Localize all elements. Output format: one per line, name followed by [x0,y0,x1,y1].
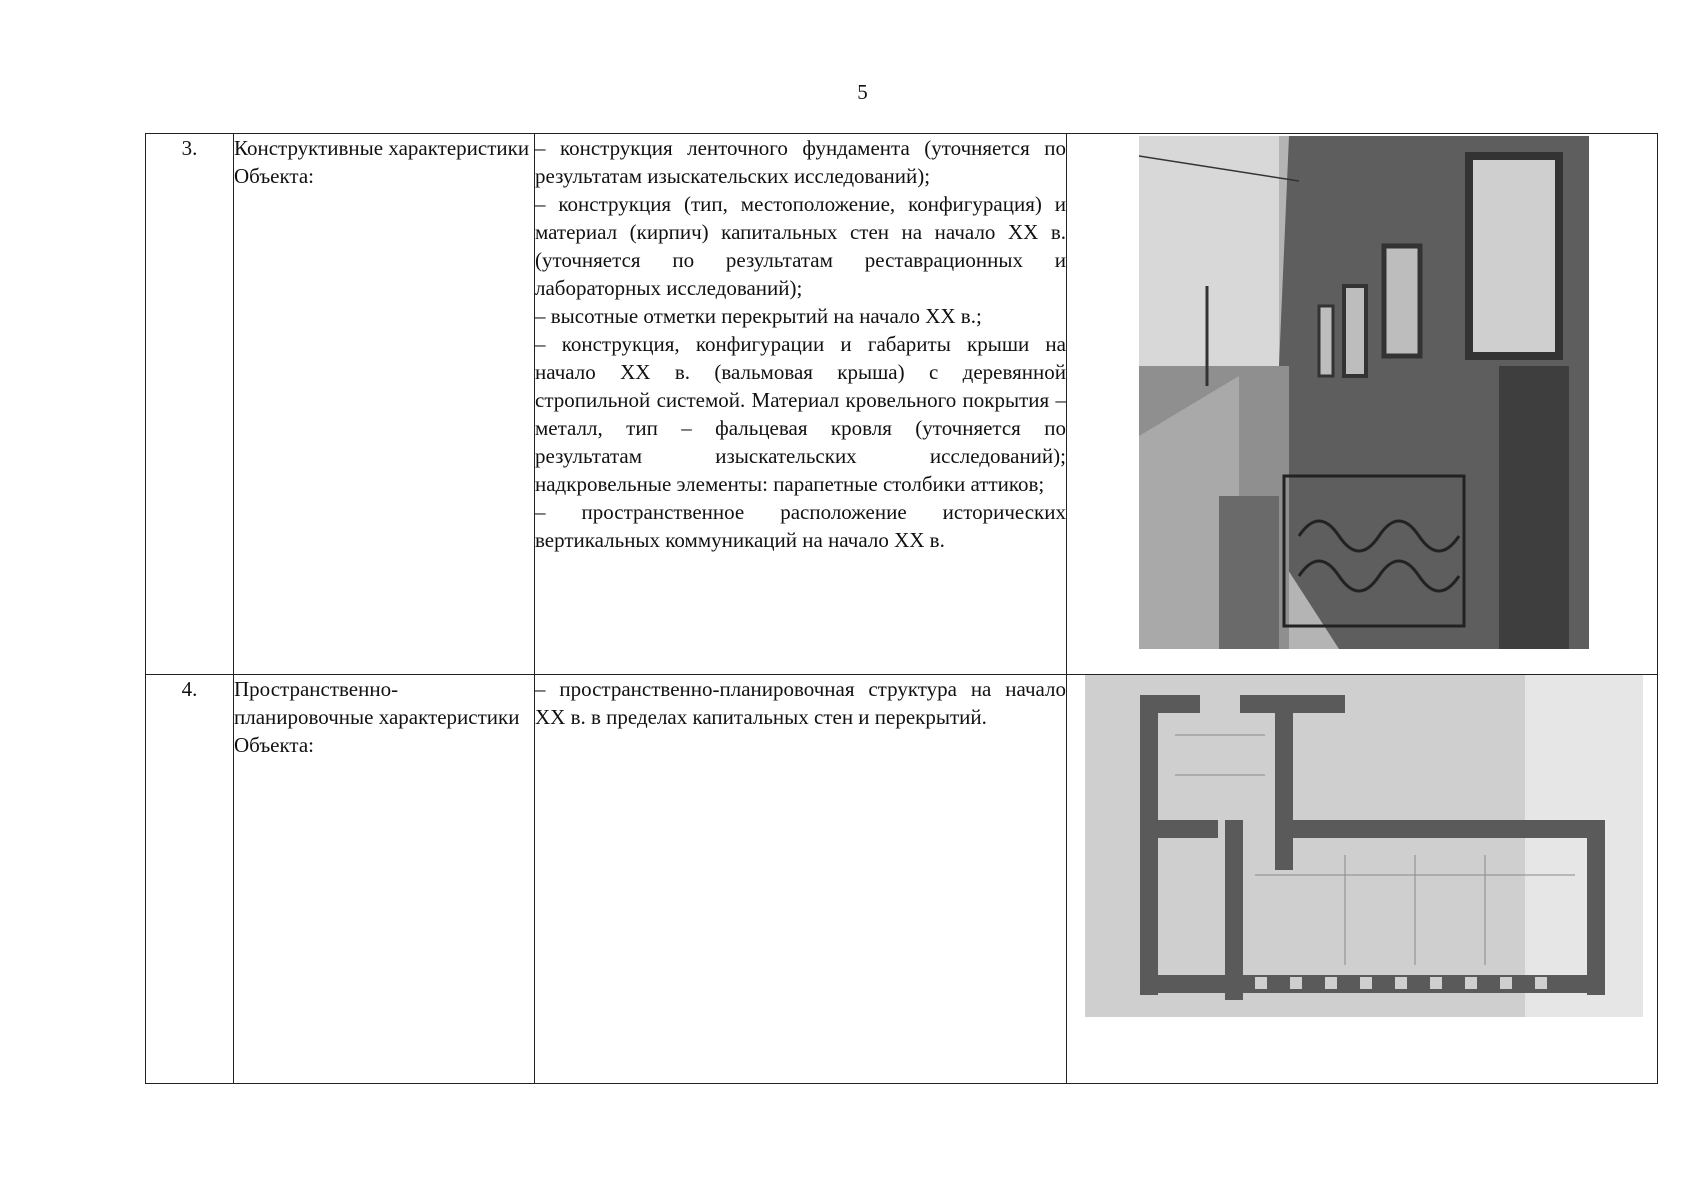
table-row [146,134,1658,675]
row-description [535,675,1067,1084]
image-cell [1067,134,1658,675]
building-facade-photo [1139,136,1589,649]
row-description [535,134,1067,675]
row-title: Пространственно-планировочные характеристики Объекта: [234,675,535,1084]
row-title: Конструктивные характеристики Объекта: [234,134,535,675]
image-cell [1067,675,1658,1084]
list-item: – конструкция ленточного фундамента (уточняется по результатам изыскательских исследований); [535,136,1066,188]
list-item: – пространственно-планировочная структура на начало XX в. в пределах капитальных стен и перекрытий. [535,677,1066,729]
table-row [146,675,1658,1084]
characteristics-table [145,133,1658,1084]
row-number: 3. [146,134,234,675]
list-item: – конструкция, конфигурации и габариты крыши на начало XX в. (вальмовая крыша) с деревянной стропильной системой. Материал кровельного покрытия – металл, тип – фальцевая кровля (уточняется по результатам изыскательских исследований); надкровельные элементы: парапетные столбики аттиков; [535,332,1066,496]
floor-plan-image [1085,675,1643,1017]
row-number: 4. [146,675,234,1084]
list-item: – пространственное расположение исторических вертикальных коммуникаций на начало XX в. [535,500,1066,552]
list-item: – конструкция (тип, местоположение, конфигурация) и материал (кирпич) капитальных стен на начало XX в. (уточняется по результатам реставрационных и лабораторных исследований); [535,192,1066,300]
page-number: 5 [857,80,868,104]
list-item: – высотные отметки перекрытий на начало XX в.; [535,304,982,328]
